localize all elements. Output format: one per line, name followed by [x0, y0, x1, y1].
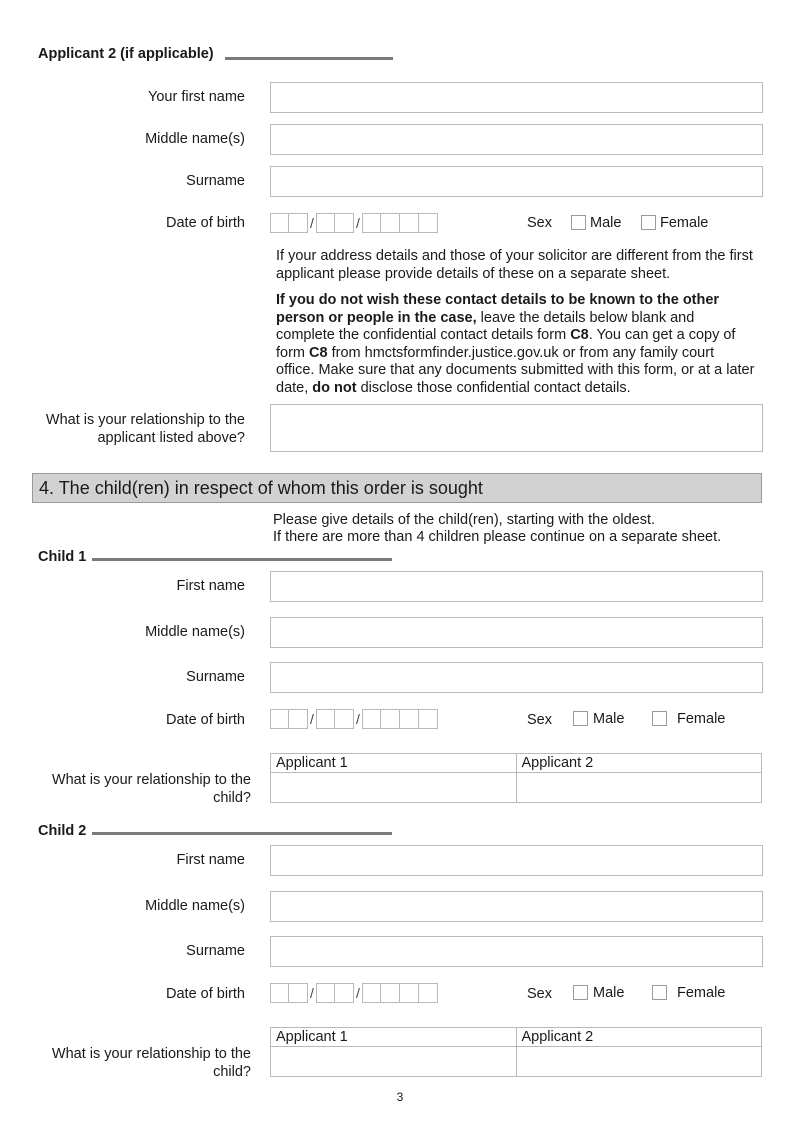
- section-rule: [92, 558, 392, 561]
- child2-applicant2-header: Applicant 2: [516, 1028, 762, 1047]
- child1-relationship-label: What is your relationship to the child?: [51, 772, 251, 806]
- sex-label: Sex: [527, 215, 552, 231]
- child2-sex-label: Sex: [527, 986, 552, 1002]
- child2-female-checkbox[interactable]: [652, 985, 667, 1000]
- dob-label: Date of birth: [166, 215, 245, 231]
- section-rule: [225, 57, 393, 60]
- child1-first-name-field[interactable]: [270, 571, 763, 602]
- address-note: If your address details and those of your solicitor are different from the first applicant please provide details of these on a separate sheet.: [276, 248, 753, 282]
- child2-relationship-label: What is your relationship to the child?: [51, 1046, 251, 1080]
- child2-applicant2-relationship-field[interactable]: [516, 1047, 762, 1077]
- section-4-title: 4. The child(ren) in respect of whom this order is sought: [32, 473, 762, 503]
- child1-surname-field[interactable]: [270, 662, 763, 693]
- applicant2-surname-field[interactable]: [270, 166, 763, 197]
- child1-male-checkbox[interactable]: [573, 711, 588, 726]
- child2-applicant1-relationship-field[interactable]: [271, 1047, 517, 1077]
- child1-relationship-table: [270, 753, 762, 803]
- middle-name-label: Middle name(s): [145, 131, 245, 147]
- confidential-note-text: leave the details below blank and complete the confidential contact details form: [276, 309, 695, 344]
- form-c8-ref: C8: [309, 344, 328, 361]
- confidential-note-text: from hmctsformfinder.justice.gov.uk or from any family court office. Make sure that any documents submitted with this form, or at a later date,: [276, 344, 755, 396]
- do-not-emphasis: do not: [312, 379, 357, 396]
- child2-female-label: Female: [677, 985, 726, 1001]
- child2-dob-label: Date of birth: [166, 986, 245, 1002]
- child2-first-name-field[interactable]: [270, 845, 763, 876]
- section-4-intro-line2: If there are more than 4 children please continue on a separate sheet.: [273, 529, 722, 545]
- child2-surname-field[interactable]: [270, 936, 763, 967]
- applicant2-middle-name-field[interactable]: [270, 124, 763, 155]
- child1-female-label: Female: [677, 711, 726, 727]
- section-4-intro-line1: Please give details of the child(ren), starting with the oldest.: [273, 512, 656, 528]
- child2-surname-label: Surname: [186, 943, 245, 959]
- confidential-note-text: disclose those confidential contact details.: [356, 379, 631, 396]
- surname-label: Surname: [186, 173, 245, 189]
- child1-middle-name-label: Middle name(s): [145, 624, 245, 640]
- child1-dob-label: Date of birth: [166, 712, 245, 728]
- confidential-note-bold: If you do not wish these contact details to be known to the other person or people in the case,: [276, 292, 720, 326]
- applicant2-dob-field[interactable]: / /: [270, 213, 438, 233]
- child1-middle-name-field[interactable]: [270, 617, 763, 648]
- child2-first-name-label: First name: [176, 852, 245, 868]
- child1-dob-field[interactable]: / /: [270, 709, 438, 729]
- applicant2-female-checkbox[interactable]: [641, 215, 656, 230]
- confidential-note-text: . You can get a copy of form: [276, 327, 736, 361]
- child1-applicant1-relationship-field[interactable]: [271, 773, 517, 803]
- child2-dob-field[interactable]: / /: [270, 983, 438, 1003]
- form-c8-ref: C8: [570, 327, 589, 344]
- page-number: 3: [396, 1090, 404, 1104]
- child1-applicant1-header: Applicant 1: [271, 754, 517, 773]
- child1-applicant2-header: Applicant 2: [516, 754, 762, 773]
- child2-male-label: Male: [593, 985, 625, 1001]
- child1-applicant2-relationship-field[interactable]: [516, 773, 762, 803]
- child1-male-label: Male: [593, 711, 625, 727]
- relationship-label: What is your relationship to the applicant listed above?: [45, 412, 245, 446]
- child2-male-checkbox[interactable]: [573, 985, 588, 1000]
- child1-sex-label: Sex: [527, 712, 552, 728]
- child2-applicant1-header: Applicant 1: [271, 1028, 517, 1047]
- applicant2-male-checkbox[interactable]: [571, 215, 586, 230]
- child2-heading: Child 2: [38, 823, 87, 839]
- child2-middle-name-label: Middle name(s): [145, 898, 245, 914]
- child1-first-name-label: First name: [176, 578, 245, 594]
- child1-heading: Child 1: [38, 549, 87, 565]
- child1-female-checkbox[interactable]: [652, 711, 667, 726]
- male-label: Male: [590, 215, 622, 231]
- applicant2-heading: Applicant 2 (if applicable): [38, 46, 214, 62]
- applicant2-first-name-field[interactable]: [270, 82, 763, 113]
- applicant2-relationship-field[interactable]: [270, 404, 763, 452]
- child2-middle-name-field[interactable]: [270, 891, 763, 922]
- confidential-note: [276, 292, 756, 398]
- child2-relationship-table: [270, 1027, 762, 1077]
- female-label: Female: [660, 215, 709, 231]
- section-rule: [92, 832, 392, 835]
- first-name-label: Your first name: [148, 89, 245, 105]
- child1-surname-label: Surname: [186, 669, 245, 685]
